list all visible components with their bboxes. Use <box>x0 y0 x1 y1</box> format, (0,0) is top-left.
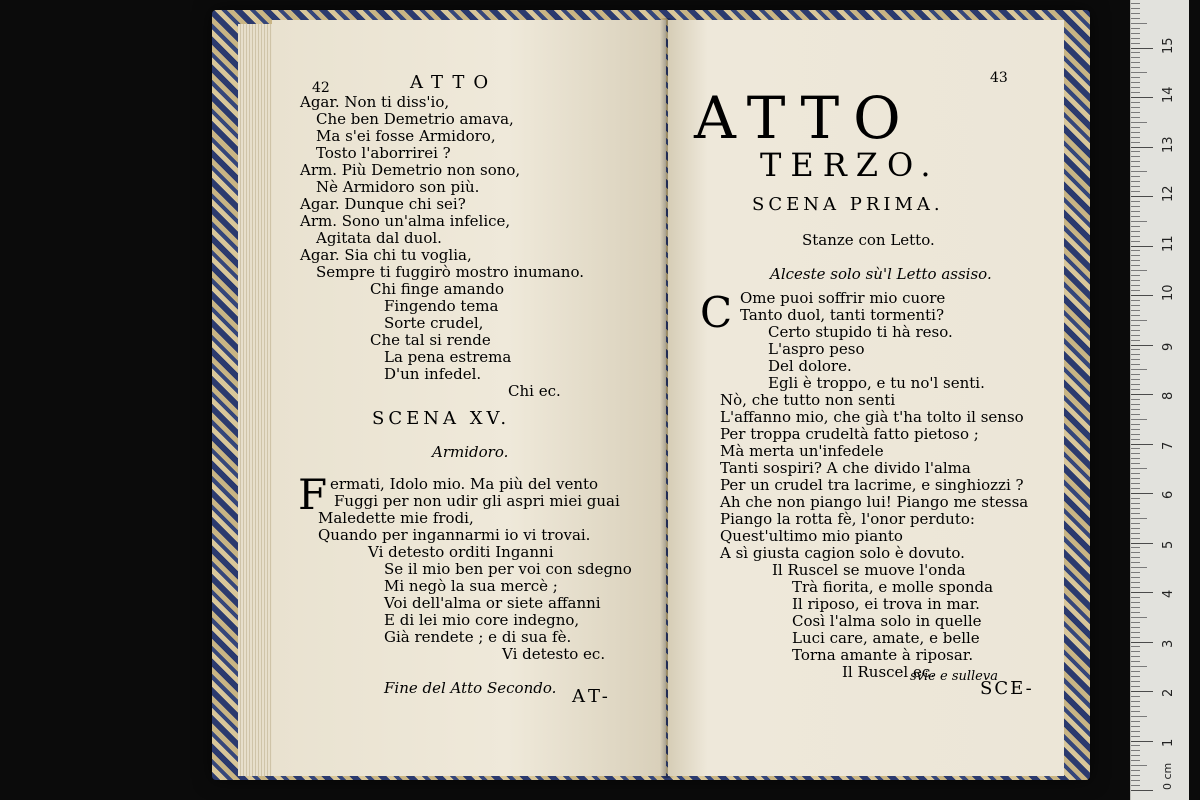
ruler-tick <box>1131 285 1140 286</box>
ruler-tick <box>1131 513 1140 514</box>
ruler-tick <box>1131 775 1140 776</box>
ruler-tick <box>1131 780 1140 781</box>
text-line: Voi dell'alma or siete affanni <box>384 594 601 612</box>
ruler-tick <box>1131 147 1153 148</box>
drop-cap: C <box>700 288 733 337</box>
text-line: Egli è troppo, e tu no'l senti. <box>768 374 985 392</box>
ruler-tick <box>1131 617 1147 618</box>
ruler-label: 10 <box>1161 284 1176 301</box>
ruler-tick <box>1131 691 1153 692</box>
ruler-tick <box>1131 612 1140 613</box>
ruler-tick <box>1131 201 1140 202</box>
ruler-tick <box>1131 473 1140 474</box>
ruler-tick <box>1131 216 1140 217</box>
ruler-tick <box>1131 448 1140 449</box>
ruler-tick <box>1131 468 1147 469</box>
ruler-tick <box>1131 62 1140 63</box>
ruler-tick <box>1131 161 1140 162</box>
ruler-tick <box>1131 265 1140 266</box>
ruler-tick <box>1131 320 1147 321</box>
text-line: L'aspro peso <box>768 340 865 358</box>
ruler-tick <box>1131 48 1153 49</box>
footer-note: svie e sulleva <box>910 669 998 684</box>
text-line: Già rendete ; e di sua fè. <box>384 628 572 646</box>
scene-heading: SCENA PRIMA. <box>752 194 944 215</box>
text-line: Per un crudel tra lacrime, e singhiozzi ? <box>720 476 1024 494</box>
ruler-tick <box>1131 478 1140 479</box>
ruler-tick <box>1131 646 1140 647</box>
ruler-tick <box>1131 349 1140 350</box>
act-title: ATTO <box>694 84 915 152</box>
ruler-label: 7 <box>1161 441 1176 450</box>
ruler-tick <box>1131 231 1140 232</box>
ruler-label: 1 <box>1161 738 1176 747</box>
ruler-tick <box>1131 364 1140 365</box>
ruler-tick <box>1131 295 1153 296</box>
ruler-label: 6 <box>1161 490 1176 499</box>
text-line: Mà merta un'infedele <box>720 442 884 460</box>
ruler-tick <box>1131 414 1140 415</box>
ruler-tick <box>1131 651 1140 652</box>
ruler-tick <box>1131 156 1140 157</box>
ruler-tick <box>1131 38 1140 39</box>
ruler-tick <box>1131 750 1140 751</box>
ruler-tick <box>1131 57 1140 58</box>
text-line: Fingendo tema <box>384 297 499 315</box>
ruler-tick <box>1131 572 1140 573</box>
ruler-tick <box>1131 597 1140 598</box>
ruler-tick <box>1131 77 1140 78</box>
ruler-tick <box>1131 741 1153 742</box>
ruler-tick <box>1131 181 1140 182</box>
scene-heading: SCENA XV. <box>372 408 511 429</box>
text-line: Chi finge amando <box>370 280 505 298</box>
ruler-tick <box>1131 92 1140 93</box>
ruler-tick <box>1131 260 1140 261</box>
ruler-tick <box>1131 206 1140 207</box>
ruler-label: 11 <box>1161 234 1176 252</box>
text-line: Così l'alma solo in quelle <box>792 612 982 630</box>
ruler-label: 3 <box>1161 639 1176 648</box>
text-line: Sempre ti fuggirò mostro inumano. <box>316 263 585 281</box>
act-end-note: Fine del Atto Secondo. <box>384 679 557 697</box>
text-line: Che tal si rende <box>370 331 491 349</box>
text-line: A sì giusta cagion solo è dovuto. <box>720 544 965 562</box>
ruler-tick <box>1131 785 1140 786</box>
ruler-tick <box>1131 429 1140 430</box>
ruler-tick <box>1131 498 1140 499</box>
ruler-tick <box>1131 13 1140 14</box>
ruler-tick <box>1131 107 1140 108</box>
ruler-tick <box>1131 87 1140 88</box>
text-line: Mi negò la sua mercè ; <box>384 577 558 595</box>
ruler-tick <box>1131 736 1140 737</box>
ruler-tick <box>1131 137 1140 138</box>
drop-cap: F <box>298 470 328 519</box>
ruler-tick <box>1131 196 1153 197</box>
text-line: Agar. Non ti diss'io, <box>300 93 450 111</box>
text-line: Ah che non piango lui! Piango me stessa <box>720 493 1029 511</box>
ruler-tick <box>1131 404 1140 405</box>
ruler-tick <box>1131 191 1140 192</box>
measurement-ruler <box>1130 0 1189 800</box>
text-line: Vi detesto orditi Inganni <box>368 543 554 561</box>
ruler-tick <box>1131 562 1140 563</box>
text-line: Quest'ultimo mio pianto <box>720 527 903 545</box>
text-line: E di lei mio core indegno, <box>384 611 580 629</box>
ruler-tick <box>1131 755 1140 756</box>
setting: Stanze con Letto. <box>802 231 935 249</box>
text-line: Il Ruscel ec. <box>842 663 936 681</box>
text-line: Luci care, amate, e belle <box>792 629 980 647</box>
ruler-tick <box>1131 602 1140 603</box>
ruler-tick <box>1131 255 1140 256</box>
ruler-label: 5 <box>1161 540 1176 549</box>
ruler-tick <box>1131 122 1147 123</box>
ruler-tick <box>1131 622 1140 623</box>
ruler-tick <box>1131 666 1147 667</box>
ruler-tick <box>1131 354 1140 355</box>
ruler-tick <box>1131 745 1140 746</box>
ruler-tick <box>1131 186 1140 187</box>
ruler-tick <box>1131 211 1140 212</box>
ruler-tick <box>1131 345 1153 346</box>
ruler-tick <box>1131 711 1140 712</box>
ruler-label: 2 <box>1161 688 1176 697</box>
ruler-tick <box>1131 760 1140 761</box>
ruler-tick <box>1131 577 1140 578</box>
ruler-tick <box>1131 587 1140 588</box>
ruler-tick <box>1131 726 1140 727</box>
ruler-label: 4 <box>1161 589 1176 598</box>
ruler-tick <box>1131 582 1140 583</box>
ruler-tick <box>1131 250 1140 251</box>
ruler-tick <box>1131 434 1140 435</box>
ruler-tick <box>1131 567 1147 568</box>
ruler-tick <box>1131 102 1140 103</box>
text-line: Il Ruscel se muove l'onda <box>772 561 966 579</box>
ruler-tick <box>1131 300 1140 301</box>
ruler-tick <box>1131 359 1140 360</box>
text-line: Che ben Demetrio amava, <box>316 110 514 128</box>
text-line: Agar. Sia chi tu voglia, <box>300 246 472 264</box>
ruler-tick <box>1131 330 1140 331</box>
ruler-tick <box>1131 453 1140 454</box>
ruler-tick <box>1131 607 1140 608</box>
ruler-tick <box>1131 241 1140 242</box>
ruler-tick <box>1131 399 1140 400</box>
ruler-tick <box>1131 142 1140 143</box>
ruler-tick <box>1131 632 1140 633</box>
text-line: Ma s'ei fosse Armidoro, <box>316 127 496 145</box>
ruler-tick <box>1131 552 1140 553</box>
text-line: Piango la rotta fè, l'onor perduto: <box>720 510 975 528</box>
ruler-tick <box>1131 97 1153 98</box>
ruler-tick <box>1131 483 1140 484</box>
ruler-tick <box>1131 379 1140 380</box>
ruler-label: 12 <box>1161 185 1176 202</box>
ruler-tick <box>1131 716 1147 717</box>
text-line: Del dolore. <box>768 357 852 375</box>
ruler-tick <box>1131 389 1140 390</box>
ruler-tick <box>1131 290 1140 291</box>
ruler-tick <box>1131 409 1140 410</box>
ruler-tick <box>1131 369 1147 370</box>
ruler-tick <box>1131 52 1140 53</box>
text-line: Trà fiorita, e molle sponda <box>792 578 994 596</box>
ruler-tick <box>1131 236 1140 237</box>
ruler-tick <box>1131 731 1140 732</box>
text-line: Nò, che tutto non senti <box>720 391 896 409</box>
ruler-tick <box>1131 384 1140 385</box>
text-line: Tosto l'aborrirei ? <box>316 144 451 162</box>
ruler-tick <box>1131 72 1147 73</box>
ruler-tick <box>1131 671 1140 672</box>
ruler-tick <box>1131 43 1140 44</box>
right-page-number: 43 <box>990 70 1008 86</box>
ruler-tick <box>1131 166 1140 167</box>
ruler-tick <box>1131 444 1153 445</box>
text-line: La pena estrema <box>384 348 512 366</box>
text-line: Arm. Più Demetrio non sono, <box>300 161 521 179</box>
ruler-tick <box>1131 419 1147 420</box>
text-line: ermati, Idolo mio. Ma più del vento <box>330 475 599 493</box>
ruler-tick <box>1131 721 1140 722</box>
ruler-tick <box>1131 325 1140 326</box>
ruler-tick <box>1131 790 1153 791</box>
ruler-tick <box>1131 176 1140 177</box>
ruler-tick <box>1131 18 1140 19</box>
ruler-tick <box>1131 424 1140 425</box>
ruler-tick <box>1131 637 1140 638</box>
ruler-tick <box>1131 538 1140 539</box>
ruler-tick <box>1131 458 1140 459</box>
ruler-tick <box>1131 701 1140 702</box>
text-line: Tanto duol, tanti tormenti? <box>740 306 944 324</box>
catchword: SCE- <box>980 678 1034 699</box>
text-line: Torna amante à riposar. <box>792 646 974 664</box>
ruler-tick <box>1131 335 1140 336</box>
ruler-tick <box>1131 394 1153 395</box>
ruler-tick <box>1131 627 1140 628</box>
ruler-tick <box>1131 696 1140 697</box>
ruler-tick <box>1131 23 1147 24</box>
page-edges <box>238 24 276 776</box>
ruler-tick <box>1131 221 1147 222</box>
ruler-tick <box>1131 518 1147 519</box>
ruler-label: 9 <box>1161 342 1176 351</box>
ruler-tick <box>1131 656 1140 657</box>
left-page-number: 42 <box>312 80 330 96</box>
text-line: Arm. Sono un'alma infelice, <box>300 212 511 230</box>
ruler-tick <box>1131 3 1140 4</box>
ruler-tick <box>1131 676 1140 677</box>
ruler-tick <box>1131 706 1140 707</box>
ruler-tick <box>1131 493 1153 494</box>
ruler-tick <box>1131 488 1140 489</box>
text-line: Se il mio ben per voi con sdegno <box>384 560 632 578</box>
ruler-tick <box>1131 770 1140 771</box>
text-line: Quando per ingannarmi io vi trovai. <box>318 526 591 544</box>
ruler-tick <box>1131 82 1140 83</box>
ruler-tick <box>1131 508 1140 509</box>
ruler-label: 8 <box>1161 391 1176 400</box>
text-line: Fuggi per non udir gli aspri miei guai <box>334 492 620 510</box>
character-name: Armidoro. <box>432 443 509 461</box>
text-line: Chi ec. <box>508 382 561 400</box>
ruler-label: 14 <box>1161 86 1176 103</box>
ruler-tick <box>1131 765 1147 766</box>
ruler-label: 13 <box>1161 135 1176 153</box>
ruler-tick <box>1131 533 1140 534</box>
ruler-tick <box>1131 280 1140 281</box>
ruler-tick <box>1131 439 1140 440</box>
text-line: Sorte crudel, <box>384 314 484 332</box>
ruler-tick <box>1131 127 1140 128</box>
stage-direction: Alceste solo sù'l Letto assiso. <box>770 265 992 283</box>
text-line: L'affanno mio, che già t'ha tolto il senso <box>720 408 1024 426</box>
ruler-tick <box>1131 275 1140 276</box>
ruler-tick <box>1131 374 1140 375</box>
text-line: Vi detesto ec. <box>502 645 606 663</box>
text-line: Agar. Dunque chi sei? <box>300 195 466 213</box>
ruler-tick <box>1131 528 1140 529</box>
ruler-tick <box>1131 305 1140 306</box>
ruler-unit-label: 0 cm <box>1161 762 1174 790</box>
ruler-tick <box>1131 547 1140 548</box>
act-subtitle: TERZO. <box>760 146 940 184</box>
text-line: Tanti sospiri? A che divido l'alma <box>720 459 971 477</box>
ruler-tick <box>1131 681 1140 682</box>
ruler-tick <box>1131 686 1140 687</box>
ruler-tick <box>1131 340 1140 341</box>
text-line: Il riposo, ei trova in mar. <box>792 595 980 613</box>
ruler-tick <box>1131 171 1147 172</box>
text-line: Certo stupido ti hà reso. <box>768 323 953 341</box>
ruler-tick <box>1131 8 1140 9</box>
text-line: Maledette mie frodi, <box>318 509 474 527</box>
ruler-tick <box>1131 642 1153 643</box>
ruler-label: 15 <box>1161 36 1176 54</box>
ruler-tick <box>1131 67 1140 68</box>
text-line: Agitata dal duol. <box>316 229 442 247</box>
ruler-tick <box>1131 463 1140 464</box>
ruler-tick <box>1131 503 1140 504</box>
ruler-tick <box>1131 557 1140 558</box>
ruler-tick <box>1131 226 1140 227</box>
ruler-tick <box>1131 523 1140 524</box>
text-line: Per troppa crudeltà fatto pietoso ; <box>720 425 979 443</box>
ruler-tick <box>1131 310 1140 311</box>
ruler-tick <box>1131 28 1140 29</box>
ruler-tick <box>1131 33 1140 34</box>
text-line: Nè Armidoro son più. <box>316 178 480 196</box>
ruler-tick <box>1131 661 1140 662</box>
catchword: AT- <box>572 686 612 707</box>
text-line: D'un infedel. <box>384 365 482 383</box>
text-line: Ome puoi soffrir mio cuore <box>740 289 946 307</box>
ruler-tick <box>1131 592 1153 593</box>
ruler-tick <box>1131 151 1140 152</box>
ruler-tick <box>1131 315 1140 316</box>
ruler-tick <box>1131 246 1153 247</box>
ruler-tick <box>1131 132 1140 133</box>
ruler-tick <box>1131 117 1140 118</box>
ruler-tick <box>1131 112 1140 113</box>
ruler-tick <box>1131 543 1153 544</box>
ruler-tick <box>1131 270 1147 271</box>
left-page-header: ATTO <box>410 72 498 93</box>
